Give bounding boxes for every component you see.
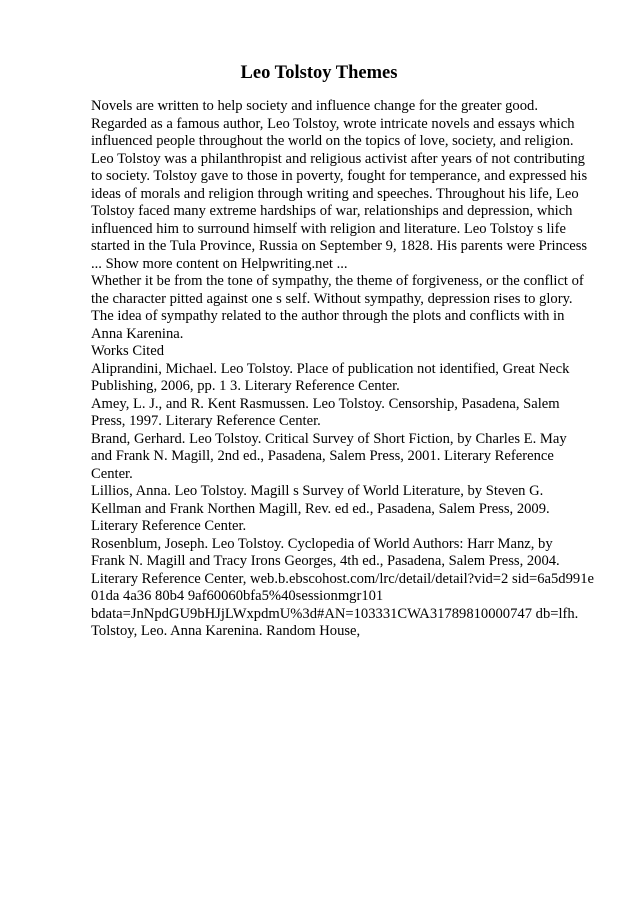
body-line: Whether it be from the tone of sympathy, the theme of forgiveness, or the conflict of (91, 273, 584, 289)
body-line: Tolstoy faced many extreme hardships of war, relationships and depression, which (91, 203, 573, 219)
citation-line: Kellman and Frank Northen Magill, Rev. ed ed., Pasadena, Salem Press, 2009. (91, 500, 550, 517)
body-line: influenced people throughout the world on the topics of love, society, and religion. (91, 133, 574, 149)
body-line: influenced him to surround himself with religion and literature. Leo Tolstoy s life (91, 220, 566, 237)
citation-line: Tolstoy, Leo. Anna Karenina. Random House, (91, 623, 361, 639)
citation-line: Frank N. Magill and Tracy Irons Georges, 4th ed., Pasadena, Salem Press, 2004. (91, 553, 560, 569)
body-line: The idea of sympathy related to the author through the plots and conflicts with in (91, 308, 565, 324)
body-line: Leo Tolstoy was a philanthropist and religious activist after years of not contributing (91, 150, 585, 167)
works-cited-heading: Works Cited (91, 343, 165, 359)
document-body (91, 98, 611, 641)
citation-line: 01da 4a36 80b4 9af60060bfa5%40sessionmgr101 (91, 588, 384, 604)
citation-line: Brand, Gerhard. Leo Tolstoy. Critical Survey of Short Fiction, by Charles E. May (91, 430, 567, 447)
citation-line: Literary Reference Center, web.b.ebscohost.com/lrc/detail/detail?vid=2 sid=6a5d991e (91, 570, 594, 587)
citation-line: Aliprandini, Michael. Leo Tolstoy. Place of publication not identified, Great Neck (91, 360, 570, 377)
citation-line: Literary Reference Center. (91, 518, 247, 534)
document-title: Leo Tolstoy Themes (240, 63, 398, 83)
citation-line: Amey, L. J., and R. Kent Rasmussen. Leo Tolstoy. Censorship, Pasadena, Salem (91, 395, 560, 412)
citation-line: bdata=JnNpdGU9bHJjLWxpdmU%3d#AN=103331CWA31789810000747 db=lfh. (91, 605, 579, 622)
body-line: Novels are written to help society and influence change for the greater good. (91, 98, 538, 114)
body-line: Regarded as a famous author, Leo Tolstoy, wrote intricate novels and essays which (91, 115, 575, 132)
body-line: to society. Tolstoy gave to those in poverty, fought for temperance, and expressed his (91, 168, 588, 184)
citation-line: Center. (91, 465, 133, 482)
body-line: Anna Karenina. (91, 325, 184, 342)
citation-line: and Frank N. Magill, 2nd ed., Pasadena, Salem Press, 2001. Literary Reference (91, 448, 554, 464)
show-more-line: ... Show more content on Helpwriting.net ... (91, 255, 348, 272)
citation-line: Lillios, Anna. Leo Tolstoy. Magill s Survey of World Literature, by Steven G. (91, 483, 544, 499)
body-line: started in the Tula Province, Russia on September 9, 1828. His parents were Princess (91, 238, 588, 254)
citation-line: Press, 1997. Literary Reference Center. (91, 413, 321, 429)
body-line: ideas of morals and religion through writing and speeches. Throughout his life, Leo (91, 185, 579, 202)
citation-line: Rosenblum, Joseph. Leo Tolstoy. Cyclopedia of World Authors: Harr Manz, by (91, 535, 553, 552)
citation-line: Publishing, 2006, pp. 1 3. Literary Reference Center. (91, 378, 400, 394)
body-line: the character pitted against one s self. Without sympathy, depression rises to glory. (91, 290, 573, 307)
